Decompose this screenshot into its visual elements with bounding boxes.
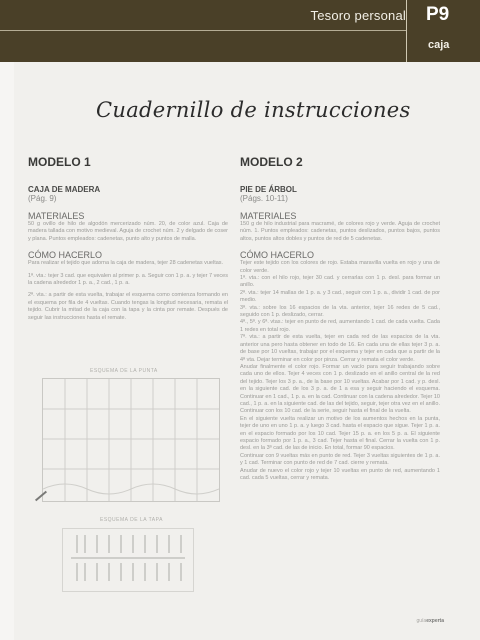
model-1-ref: (Pág. 9) [28,194,57,203]
chart-2-label: ESQUEMA DE LA TAPA [100,517,163,523]
model-1-row-1: 1ª. vta.: tejer 3 cad. que equivalen al primer p. a. Seguir con 1 p. a. y tejer 7 veces la cadena alrededor 1 p. a., 2 cad., 1 p. a. [28,272,228,287]
model-2-how: Tejer este tejido con los colores de rojo. Estaba maravilla vuelta en rojo y una de color verde. [240,260,440,274]
model-2-row-4: 4ª., 5ª. y 6ª. vtas.: tejer en punto de red, aumentando 1 cad. de cada vuelta. Cada 1 redes en total rojo. [240,319,440,333]
section-title: Tesoro personal [310,8,406,23]
model-1-how-heading: CÓMO HACERLO [28,250,103,261]
footer-brand-2: experta [426,618,444,624]
page-subtitle: caja [428,39,450,51]
model-1-materials: 50 g ovillo de hilo de algodón mercerizado núm. 20, de color azul. Caja de madera tallada con motivo medieval. Aguja de crochet núm. 2 y delgado de coser y plana. Puntos empleados: cadenetas, punto alto y puntos de malla. [28,221,228,242]
model-2-row-7: 7ª. vta.: a partir de esta vuelta, tejer en cada red de las espacios de la vta. anterior una pero hasta obtener en todo de 16. En cada una de ellas tejer 3 p. a. de base por 10 vueltas, trabajar por el esquema y tejer en cada que a partir de la 4ª vta. Dejar terminar en color por pinza. Cerrar y remata el color verde. [240,334,440,363]
chart-1-label: ESQUEMA DE LA PUNTA [90,368,158,374]
chart-1-pattern [43,379,219,501]
model-2-row-1: 1ª. vta.: con el hilo rojo, tejer 30 cad. y cerrarlas con 1 p. desl. para formar un anillo. [240,275,440,289]
footer-brand-1: guía [416,618,427,624]
model-2-how-heading: CÓMO HACERLO [240,250,315,261]
model-1-row-2: 2ª. vta.: a partir de esta vuelta, trabajar el esquema como comienza formando en el esquema por fila de 4 vueltas. Cuando tengas la longitud necesaria, remata el tejido. Cubrir la mitad de la caja con la tapa y la cinta por remate. Después de seguir las instrucciones hasta el remate. [28,292,228,321]
model-1-materials-heading: MATERIALES [28,211,85,221]
model-2-materials-heading: MATERIALES [240,211,297,221]
model-2-ref: (Págs. 10-11) [240,194,288,203]
page-title: Cuadernillo de instrucciones [96,98,411,122]
header-rule [0,30,406,31]
model-2-name: PIE DE ÁRBOL [240,185,297,194]
page-code: P9 [426,4,450,25]
crochet-chart-2 [62,528,194,592]
model-2-row-3: 3ª. vta.: sobre los 16 espacios de la vta. anterior, tejer 16 redes de 5 cad., seguido con 1 p. deslizado, cerrar. [240,304,440,319]
model-2-column [240,155,440,482]
model-2-heading: MODELO 2 [240,155,303,169]
model-1-name: CAJA DE MADERA [28,185,101,194]
header-bar [0,0,480,62]
header-divider [406,0,407,62]
model-2-paragraph-3: Continuar con 9 vueltas más en punto de red. Tejer 3 vueltas siguientes de 1 p. a. y 1 cad. Terminar con punto de red de 7 cad. cierre y remata. [240,452,440,467]
page-edge [0,62,14,640]
model-1-how: Para realizar el tejido que adorna la caja de madera, tejer 28 cadenetas vueltas. [28,260,224,267]
model-1-heading: MODELO 1 [28,155,91,169]
model-1-column [28,155,228,322]
crochet-chart-1 [42,378,220,502]
model-2-paragraph-4: Anudar de nuevo el color rojo y tejer 10 vueltas en punto de red, aumentando 1 cad. cada 5 vueltas, cerrar y remata. [240,467,440,481]
footer-brand [416,618,444,624]
chart-2-pattern [63,529,193,591]
model-2-paragraph-2: En el siguiente vuelta realizar un motivo de los aumentos hechos en la punta, tejer de uno en uno 1 p. a. y luego 3 cad. hasta el espacio que sigue. Tejer 1 p. a. en el espacio formado por los 10 cad. Tejer 15 p. a. en los 5 p. a. El siguiente espacio formado por 1 p. a., 3 cad. Tejer hasta el final. Cerrar la vuelta con 1 p. desl. en la 3ª cad. de las de inicio. En total, formar 90 espacios. [240,415,440,452]
model-2-materials: 150 g de hilo industrial para macramé, de colores rojo y verde. Aguja de crochet núm. 1. Puntos empleados: cadenetas, puntos deslizados, puntos bajos, puntos altos, puntos altos dobles y puntos de red de 5 cadenetas. [240,221,440,242]
model-2-paragraph-1: Anudar finalmente el color rojo. Formar un vacío para seguir trabajando sobre cada uno de ellos. Tejer 4 veces con 1 p. deslizado en el anillo central de la red del tejido. Tejer los 3 p. a., de la base por 10 vueltas. Acabar por 1 cad. y p. desl. en la siguiente cad. de los 3 p. a. de 1 a esa y seguir haciendo el esquema. Continuar en 1 cad., 1 p. a. en la cad. Continuar con la cadena alrededor. Tejer 10 cad., 1 p. a. en la siguiente cad. de las del tejido, seguir, tejer otra vez en el anillo. Continuar con los 10 cad. de la serie, seguir hasta el final de la vuelta. [240,363,440,415]
model-2-row-2: 2ª. vta.: tejer 14 mallas de 1 p. a. y 3 cad., seguir con 1 p. a., dividir 1 cad. de por medio. [240,289,440,304]
